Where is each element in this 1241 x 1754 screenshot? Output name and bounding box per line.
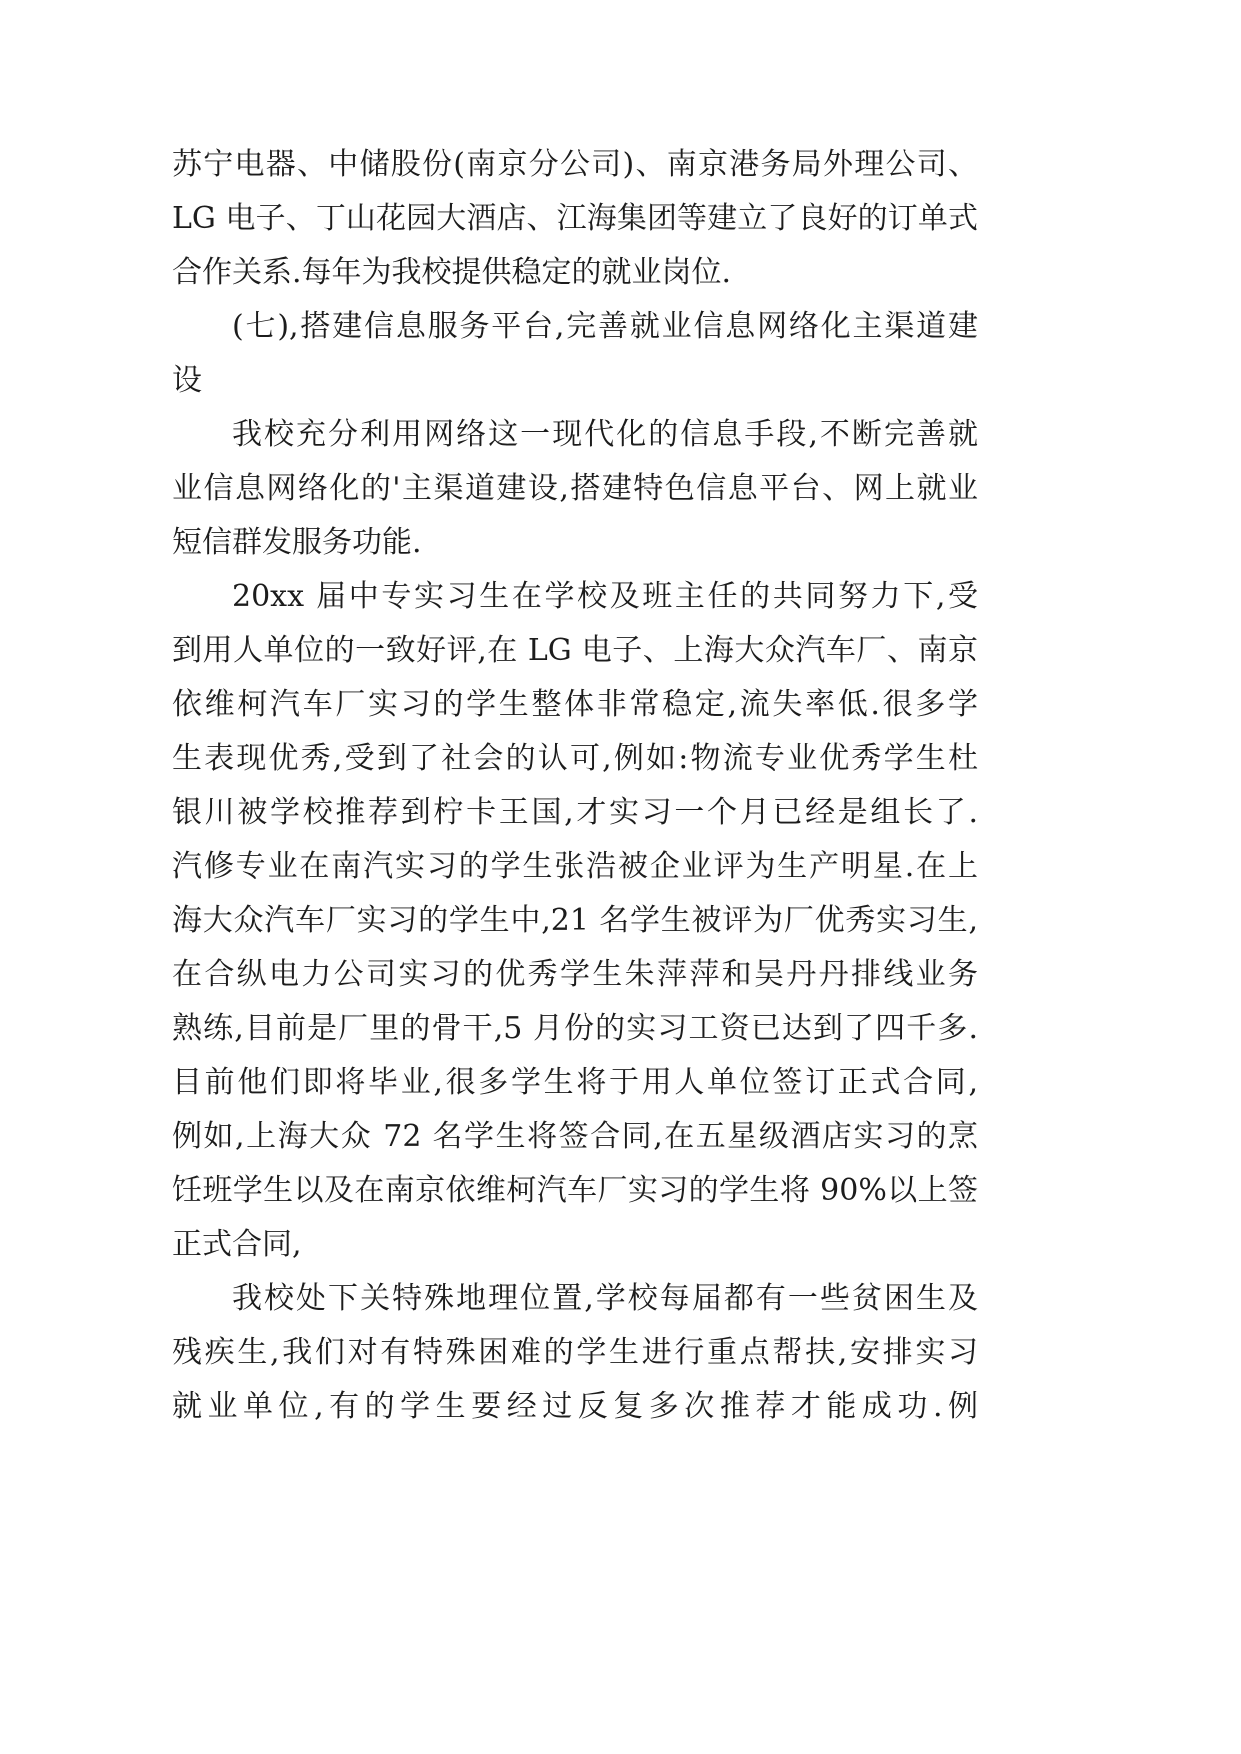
paragraph (172, 138, 978, 300)
paragraph (172, 408, 978, 570)
text-line: 生表现优秀,受到了社会的认可,例如:物流专业优秀学生杜 (172, 741, 978, 776)
text-line: 就业单位,有的学生要经过反复多次推荐才能成功.例 (172, 1389, 978, 1424)
text-line: 20xx 届中专实习生在学校及班主任的共同努力下,受 (232, 579, 978, 614)
text-line: 合作关系.每年为我校提供稳定的就业岗位. (172, 255, 732, 290)
text-line: 业信息网络化的'主渠道建设,搭建特色信息平台、网上就业 (172, 471, 978, 506)
text-line: 我校处下关特殊地理位置,学校每届都有一些贫困生及 (232, 1281, 978, 1316)
text-line: (七),搭建信息服务平台,完善就业信息网络化主渠道建 (232, 309, 978, 344)
text-line: 汽修专业在南汽实习的学生张浩被企业评为生产明星.在上 (172, 849, 978, 884)
paragraph (172, 1272, 978, 1434)
text-line: 设 (172, 363, 202, 398)
section-heading (172, 300, 978, 408)
text-line: 我校充分利用网络这一现代化的信息手段,不断完善就 (232, 417, 978, 452)
text-line: 银川被学校推荐到柠卡王国,才实习一个月已经是组长了. (172, 795, 978, 830)
text-line: LG 电子、丁山花园大酒店、江海集团等建立了良好的订单式 (172, 201, 978, 236)
text-line: 饪班学生以及在南京依维柯汽车厂实习的学生将 90%以上签 (172, 1173, 978, 1208)
text-line: 到用人单位的一致好评,在 LG 电子、上海大众汽车厂、南京 (172, 633, 978, 668)
body-text (172, 138, 978, 1434)
text-line: 短信群发服务功能. (172, 525, 422, 560)
text-line: 海大众汽车厂实习的学生中,21 名学生被评为厂优秀实习生, (172, 903, 978, 938)
paragraph (172, 570, 978, 1272)
text-line: 苏宁电器、中储股份(南京分公司)、南京港务局外理公司、 (172, 147, 978, 182)
text-line: 例如,上海大众 72 名学生将签合同,在五星级酒店实习的烹 (172, 1119, 978, 1154)
text-line: 残疾生,我们对有特殊困难的学生进行重点帮扶,安排实习 (172, 1335, 978, 1370)
text-line: 熟练,目前是厂里的骨干,5 月份的实习工资已达到了四千多. (172, 1011, 978, 1046)
text-line: 依维柯汽车厂实习的学生整体非常稳定,流失率低.很多学 (172, 687, 978, 722)
text-line: 目前他们即将毕业,很多学生将于用人单位签订正式合同, (172, 1065, 978, 1100)
text-line: 正式合同, (172, 1227, 302, 1262)
text-line: 在合纵电力公司实习的优秀学生朱萍萍和吴丹丹排线业务 (172, 957, 978, 992)
